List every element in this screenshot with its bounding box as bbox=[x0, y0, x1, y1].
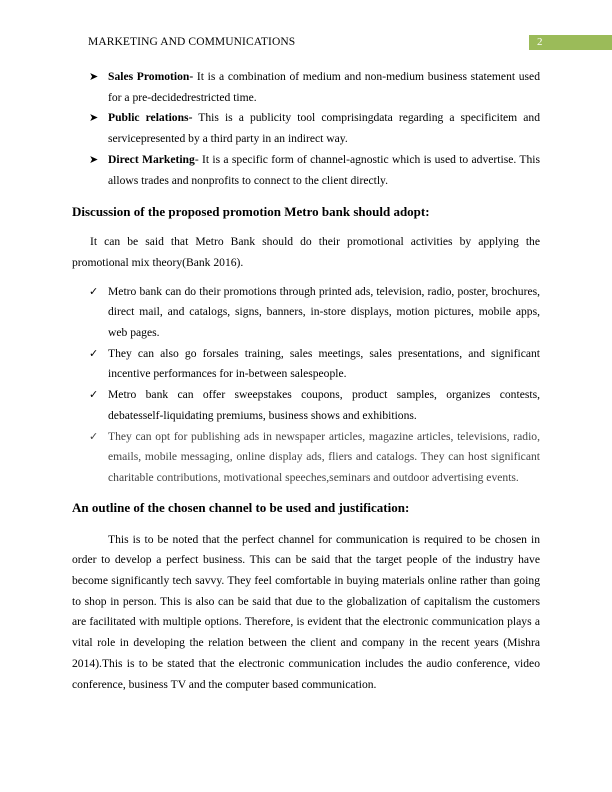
list-item bbox=[72, 427, 540, 489]
bullet-text: It is a combination of medium and non-medium business statement used for a pre-decidedrestricted time. bbox=[108, 70, 541, 104]
bullet-term: Public relations- bbox=[108, 111, 193, 125]
section-heading: Discussion of the proposed promotion Metro bank should adopt: bbox=[72, 204, 430, 220]
bullet-text: This is a publicity tool comprisingdata regarding a specificitem and servicepresented by a third party in an indirect way. bbox=[108, 111, 541, 146]
list-item bbox=[72, 67, 540, 108]
list-item bbox=[72, 385, 540, 426]
arrow-bullet-icon: ➤ bbox=[89, 71, 99, 83]
check-bullet-icon: ✓ bbox=[89, 389, 99, 402]
bullet-text: Metro bank can do their promotions through printed ads, television, radio, poster, brochures, direct mail, and catalogs, signs, banners, in-store displays, motion pictures, mobile apps, web pages. bbox=[108, 284, 540, 340]
bullet-text: - It is a specific form of channel-agnostic which is used to advertise. This allows trades and nonprofits to connect to the client directly. bbox=[108, 152, 540, 187]
arrow-bullet-icon: ➤ bbox=[89, 153, 99, 166]
intro-bullet-list bbox=[72, 67, 540, 191]
bullet-text: Metro bank can offer sweepstakes coupons, product samples, organizes contests, debatesself-liquidating premiums, business shows and exhibitions. bbox=[108, 388, 540, 422]
bullet-text: They can opt for publishing ads in newspaper articles, magazine articles, televisions, radio, emails, mobile messaging, online display ads, fliers and catalogs. They can host significant charitable contributions, motivational speeches,seminars and outdoor advertising events. bbox=[108, 429, 540, 484]
check-bullet-icon: ✓ bbox=[89, 347, 99, 360]
check-bullet-list bbox=[72, 282, 540, 489]
check-bullet-icon: ✓ bbox=[89, 430, 99, 443]
bullet-term: Direct Marketing bbox=[108, 152, 195, 166]
section-heading: An outline of the chosen channel to be used and justification: bbox=[72, 499, 410, 515]
running-header: MARKETING AND COMMUNICATIONS bbox=[88, 36, 296, 48]
bullet-term: Sales Promotion- bbox=[108, 70, 194, 83]
section-paragraph: This is to be noted that the perfect channel for communication is required to be chosen in order to develop a perfect business. This can be said that the target people of the industry have become significantly tech savvy. They feel comfortable in buying materials online rather than going to shop in person. This is also can be said that due to the globalization of capitalism the customers are facilitated with multiple options. Therefore, is evident that the electronic communication plays a vital role in developing the relation between the client and company in the recent years (Mishra 2014).This is to be stated that the electronic communication includes the audio conference, video conference, business TV and the computer based communication. bbox=[72, 532, 540, 691]
page-number: 2 bbox=[529, 35, 612, 50]
list-item bbox=[72, 282, 540, 344]
list-item bbox=[72, 150, 540, 191]
list-item bbox=[72, 344, 540, 385]
page-body bbox=[72, 67, 540, 695]
section-paragraph: It can be said that Metro Bank should do their promotional activities by applying the promotional mix theory(Bank 2016). bbox=[72, 235, 540, 269]
check-bullet-icon: ✓ bbox=[89, 285, 99, 298]
arrow-bullet-icon: ➤ bbox=[89, 112, 99, 125]
list-item bbox=[72, 108, 540, 149]
bullet-text: They can also go forsales training, sales meetings, sales presentations, and significant incentive performances for in-between salespeople. bbox=[108, 346, 540, 381]
